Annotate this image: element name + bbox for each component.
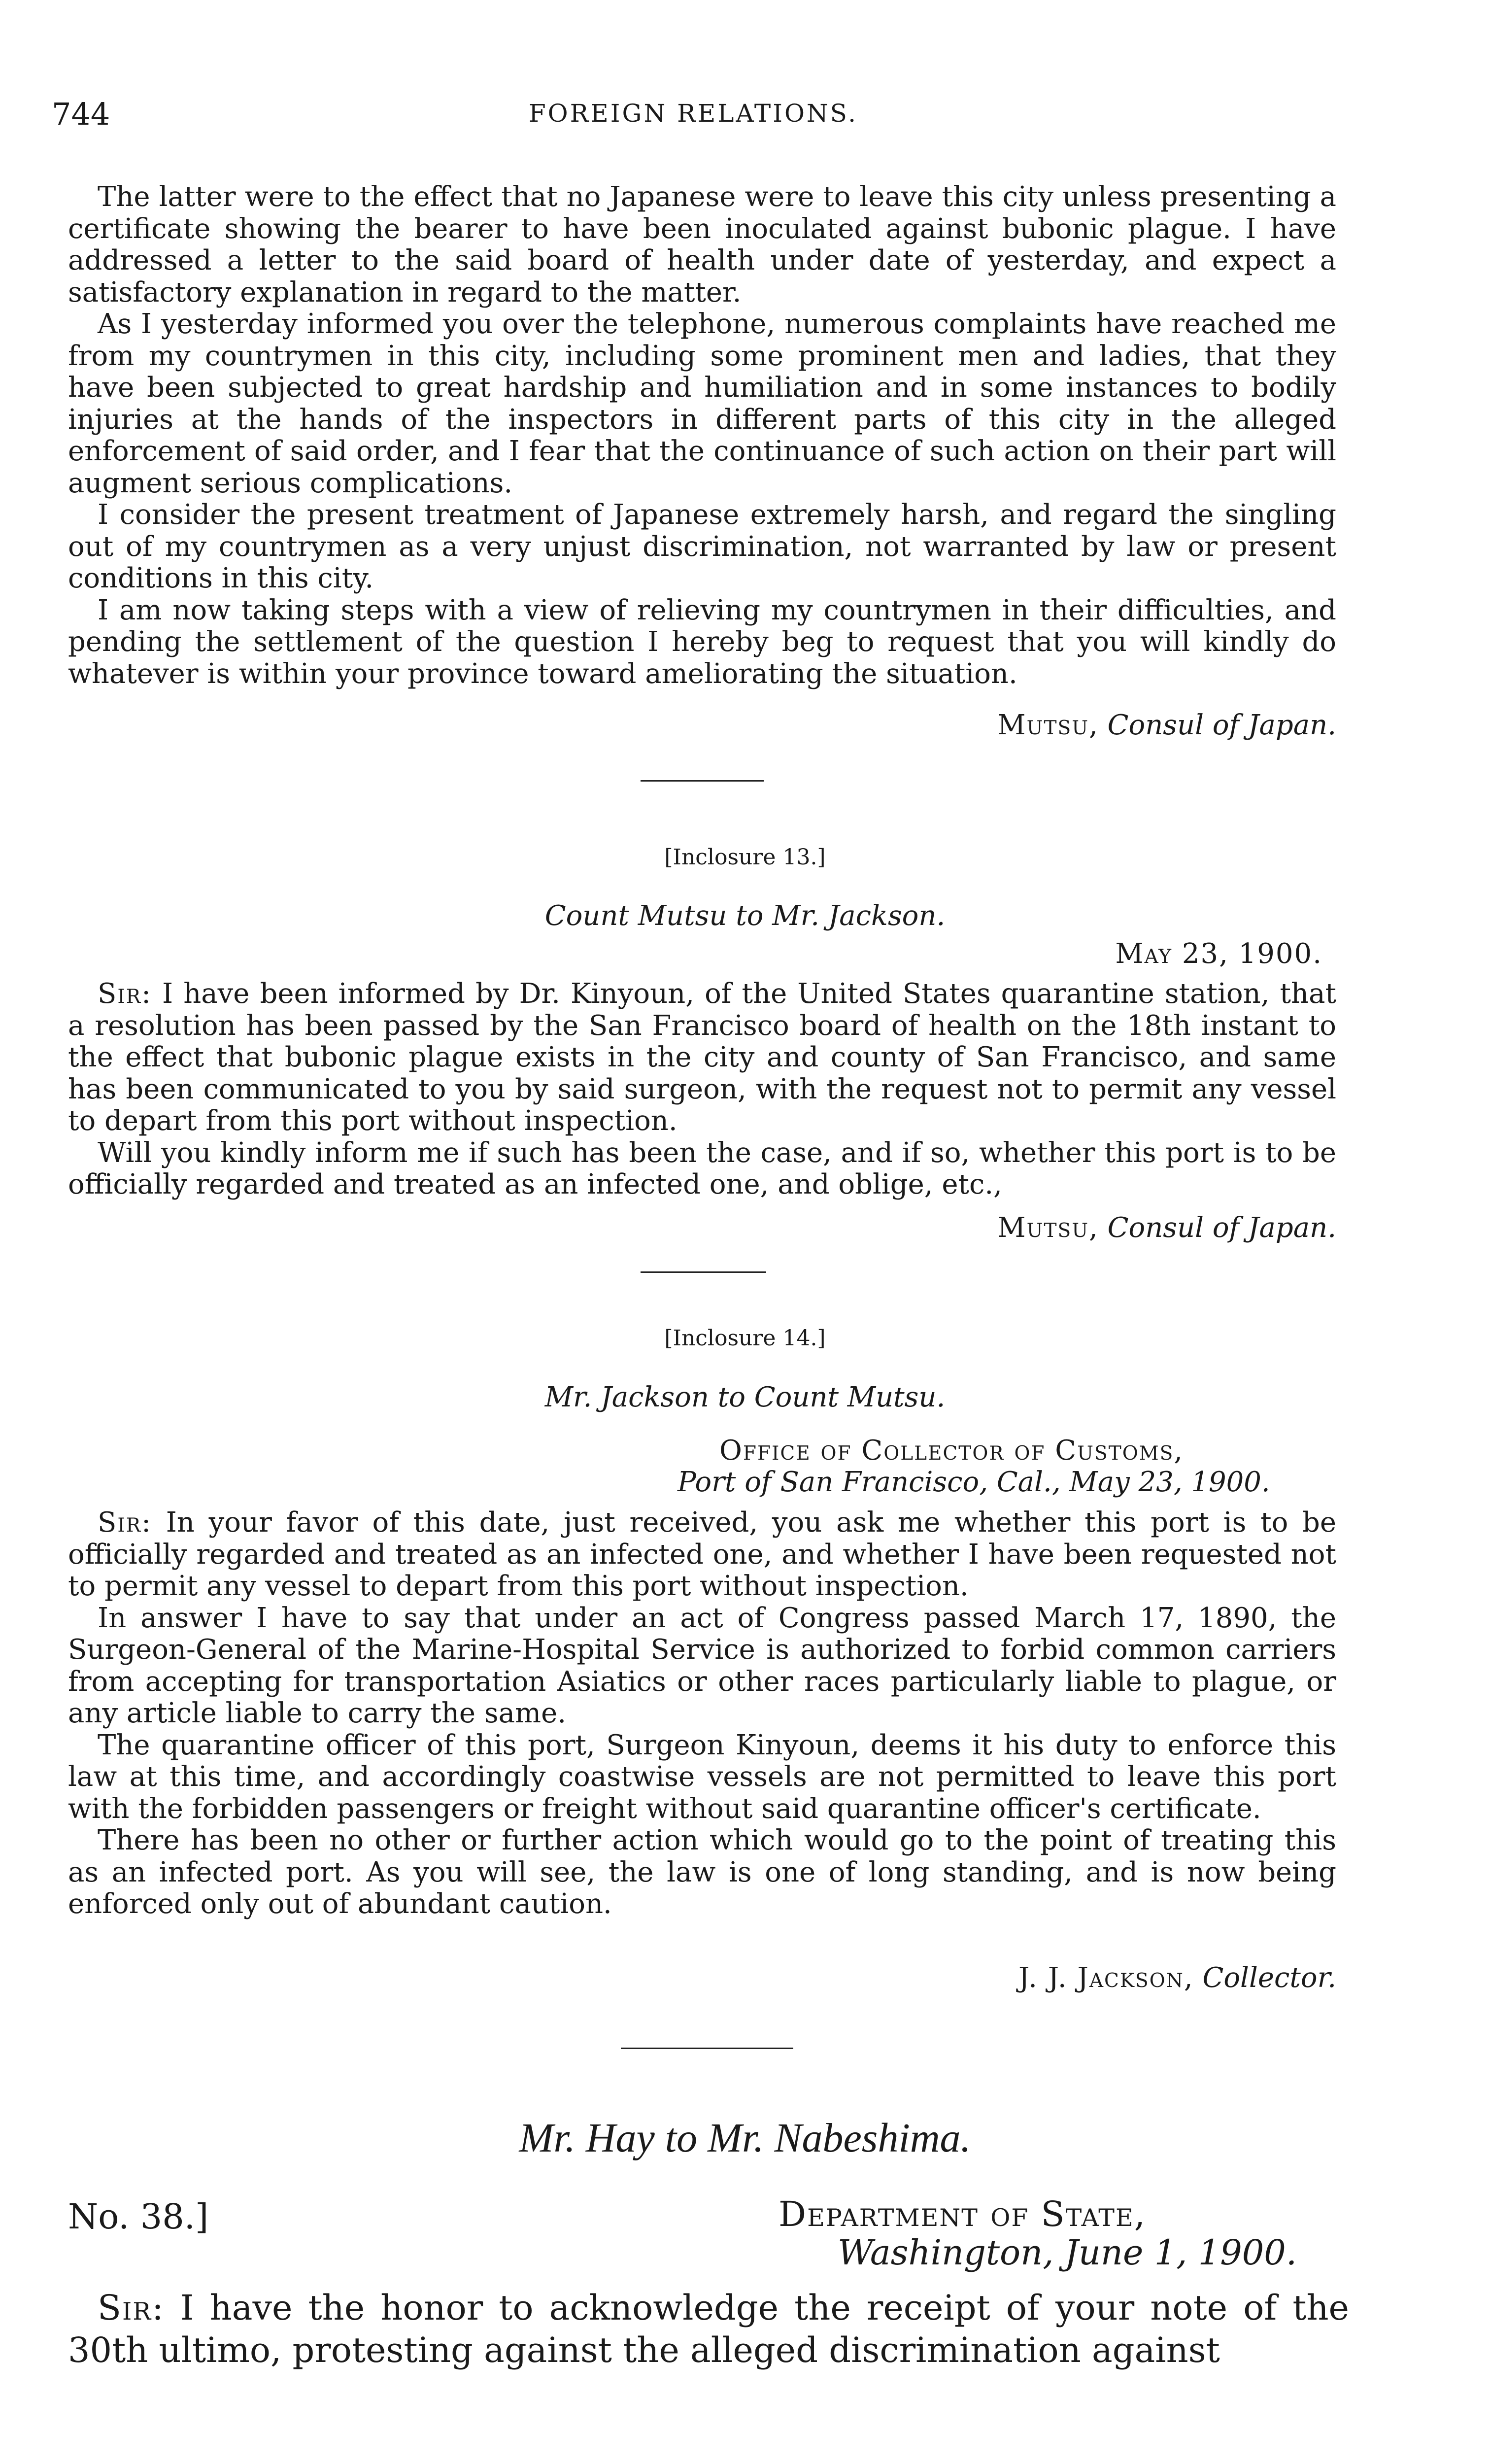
paragraph: Sir: In your favor of this date, just received, you ask me whether this port is to be officially regarded and treated as an infected one, and whether I have been requested not to permit any vessel to depart from this port without inspection.	[68, 1506, 1336, 1602]
salutation: Sir:	[98, 1506, 152, 1539]
inclosure-label: [Inclosure 14.]	[664, 1326, 826, 1351]
paragraph: There has been no other or further action which would go to the point of treating this as an infected port. As you will see, the law is one of long standing, and is now being enforced only out of abundant caution.	[68, 1824, 1336, 1920]
signature-title: Collector.	[1202, 1962, 1336, 1994]
page-header	[52, 96, 1335, 140]
letter-office: Office of Collector of Customs,	[719, 1435, 1184, 1467]
signature-name: J. J. Jackson,	[1018, 1962, 1194, 1994]
letter-body	[68, 181, 1336, 690]
letter-body	[68, 978, 1336, 1201]
paragraph: Sir: I have been informed by Dr. Kinyoun, of the United States quarantine station, that a resolution has been passed by the San Francisco board of health on the 18th instant to the effect that bubonic plague exists in the city and county of San Francisco, and same has been communicated to you by said surgeon, with the request not to permit any vessel to depart from this port without inspection.	[68, 978, 1336, 1137]
letter-title: Mr. Jackson to Count Mutsu.	[544, 1381, 946, 1413]
paragraph: I consider the present treatment of Japanese extremely harsh, and regard the singling out of my countrymen as a very unjust discrimination, not warranted by law or present conditions in this city.	[68, 499, 1336, 594]
letter-number: No. 38.]	[68, 2196, 209, 2237]
paragraph: I am now taking steps with a view of relieving my countrymen in their difficulties, and pending the settlement of the question I hereby beg to request that you will kindly do whatever is within your province toward ameliorating the situation.	[68, 594, 1336, 690]
signature-title: Consul of Japan.	[1107, 709, 1336, 741]
letter-place-date: Washington, June 1, 1900.	[838, 2232, 1297, 2273]
letter-title: Mr. Hay to Mr. Nabeshima.	[519, 2115, 971, 2161]
section-divider	[621, 2048, 793, 2049]
inclosure-label: [Inclosure 13.]	[664, 845, 826, 870]
letter-body	[68, 2287, 1349, 2371]
signature	[68, 1962, 1341, 1994]
letter-body	[68, 1507, 1336, 1920]
salutation: Sir:	[98, 978, 152, 1010]
section-divider	[641, 780, 764, 782]
salutation: Sir:	[98, 2288, 165, 2328]
signature	[68, 710, 1341, 741]
page-number: 744	[52, 96, 110, 132]
paragraph: The quarantine officer of this port, Surgeon Kinyoun, deems it his duty to enforce this law at this time, and accordingly coastwise vessels are not permitted to leave this port with the forbidden passengers or freight without said quarantine officer's certificate.	[68, 1729, 1336, 1825]
paragraph: Sir: I have the honor to acknowledge the receipt of your note of the 30th ultimo, protesting against the alleged discrimination against	[68, 2288, 1349, 2370]
signature	[68, 1212, 1341, 1244]
paragraph: Will you kindly inform me if such has been the case, and if so, whether this port is to be officially regarded and treated as an infected one, and oblige, etc.,	[68, 1136, 1336, 1200]
paragraph: As I yesterday informed you over the telephone, numerous complaints have reached me from my countrymen in this city, including some prominent men and ladies, that they have been subjected to great hardship and humiliation and in some instances to bodily injuries at the hands of the inspectors in different parts of this city in the alleged enforcement of said order, and I fear that the continuance of such action on their part will augment serious complications.	[68, 308, 1336, 499]
letter-department: Department of State,	[779, 2194, 1147, 2234]
signature-name: Mutsu,	[997, 1212, 1099, 1244]
signature-name: Mutsu,	[997, 709, 1099, 741]
signature-title: Consul of Japan.	[1107, 1212, 1336, 1244]
letter-date: May 23, 1900.	[1115, 938, 1322, 970]
section-divider	[641, 1271, 766, 1273]
letter-title: Count Mutsu to Mr. Jackson.	[544, 900, 946, 932]
paragraph: The latter were to the effect that no Japanese were to leave this city unless presenting a certificate showing the bearer to have been inoculated against bubonic plague. I have addressed a letter to the said board of health under date of yesterday, and expect a satisfactory explanation in regard to the matter.	[68, 181, 1336, 308]
running-head: FOREIGN RELATIONS.	[528, 99, 858, 128]
paragraph: In answer I have to say that under an act of Congress passed March 17, 1890, the Surgeon-General of the Marine-Hospital Service is authorized to forbid common carriers from accepting for transportation Asiatics or other races particularly liable to plague, or any article liable to carry the same.	[68, 1602, 1336, 1729]
letter-place-date: Port of San Francisco, Cal., May 23, 1900.	[677, 1466, 1270, 1498]
